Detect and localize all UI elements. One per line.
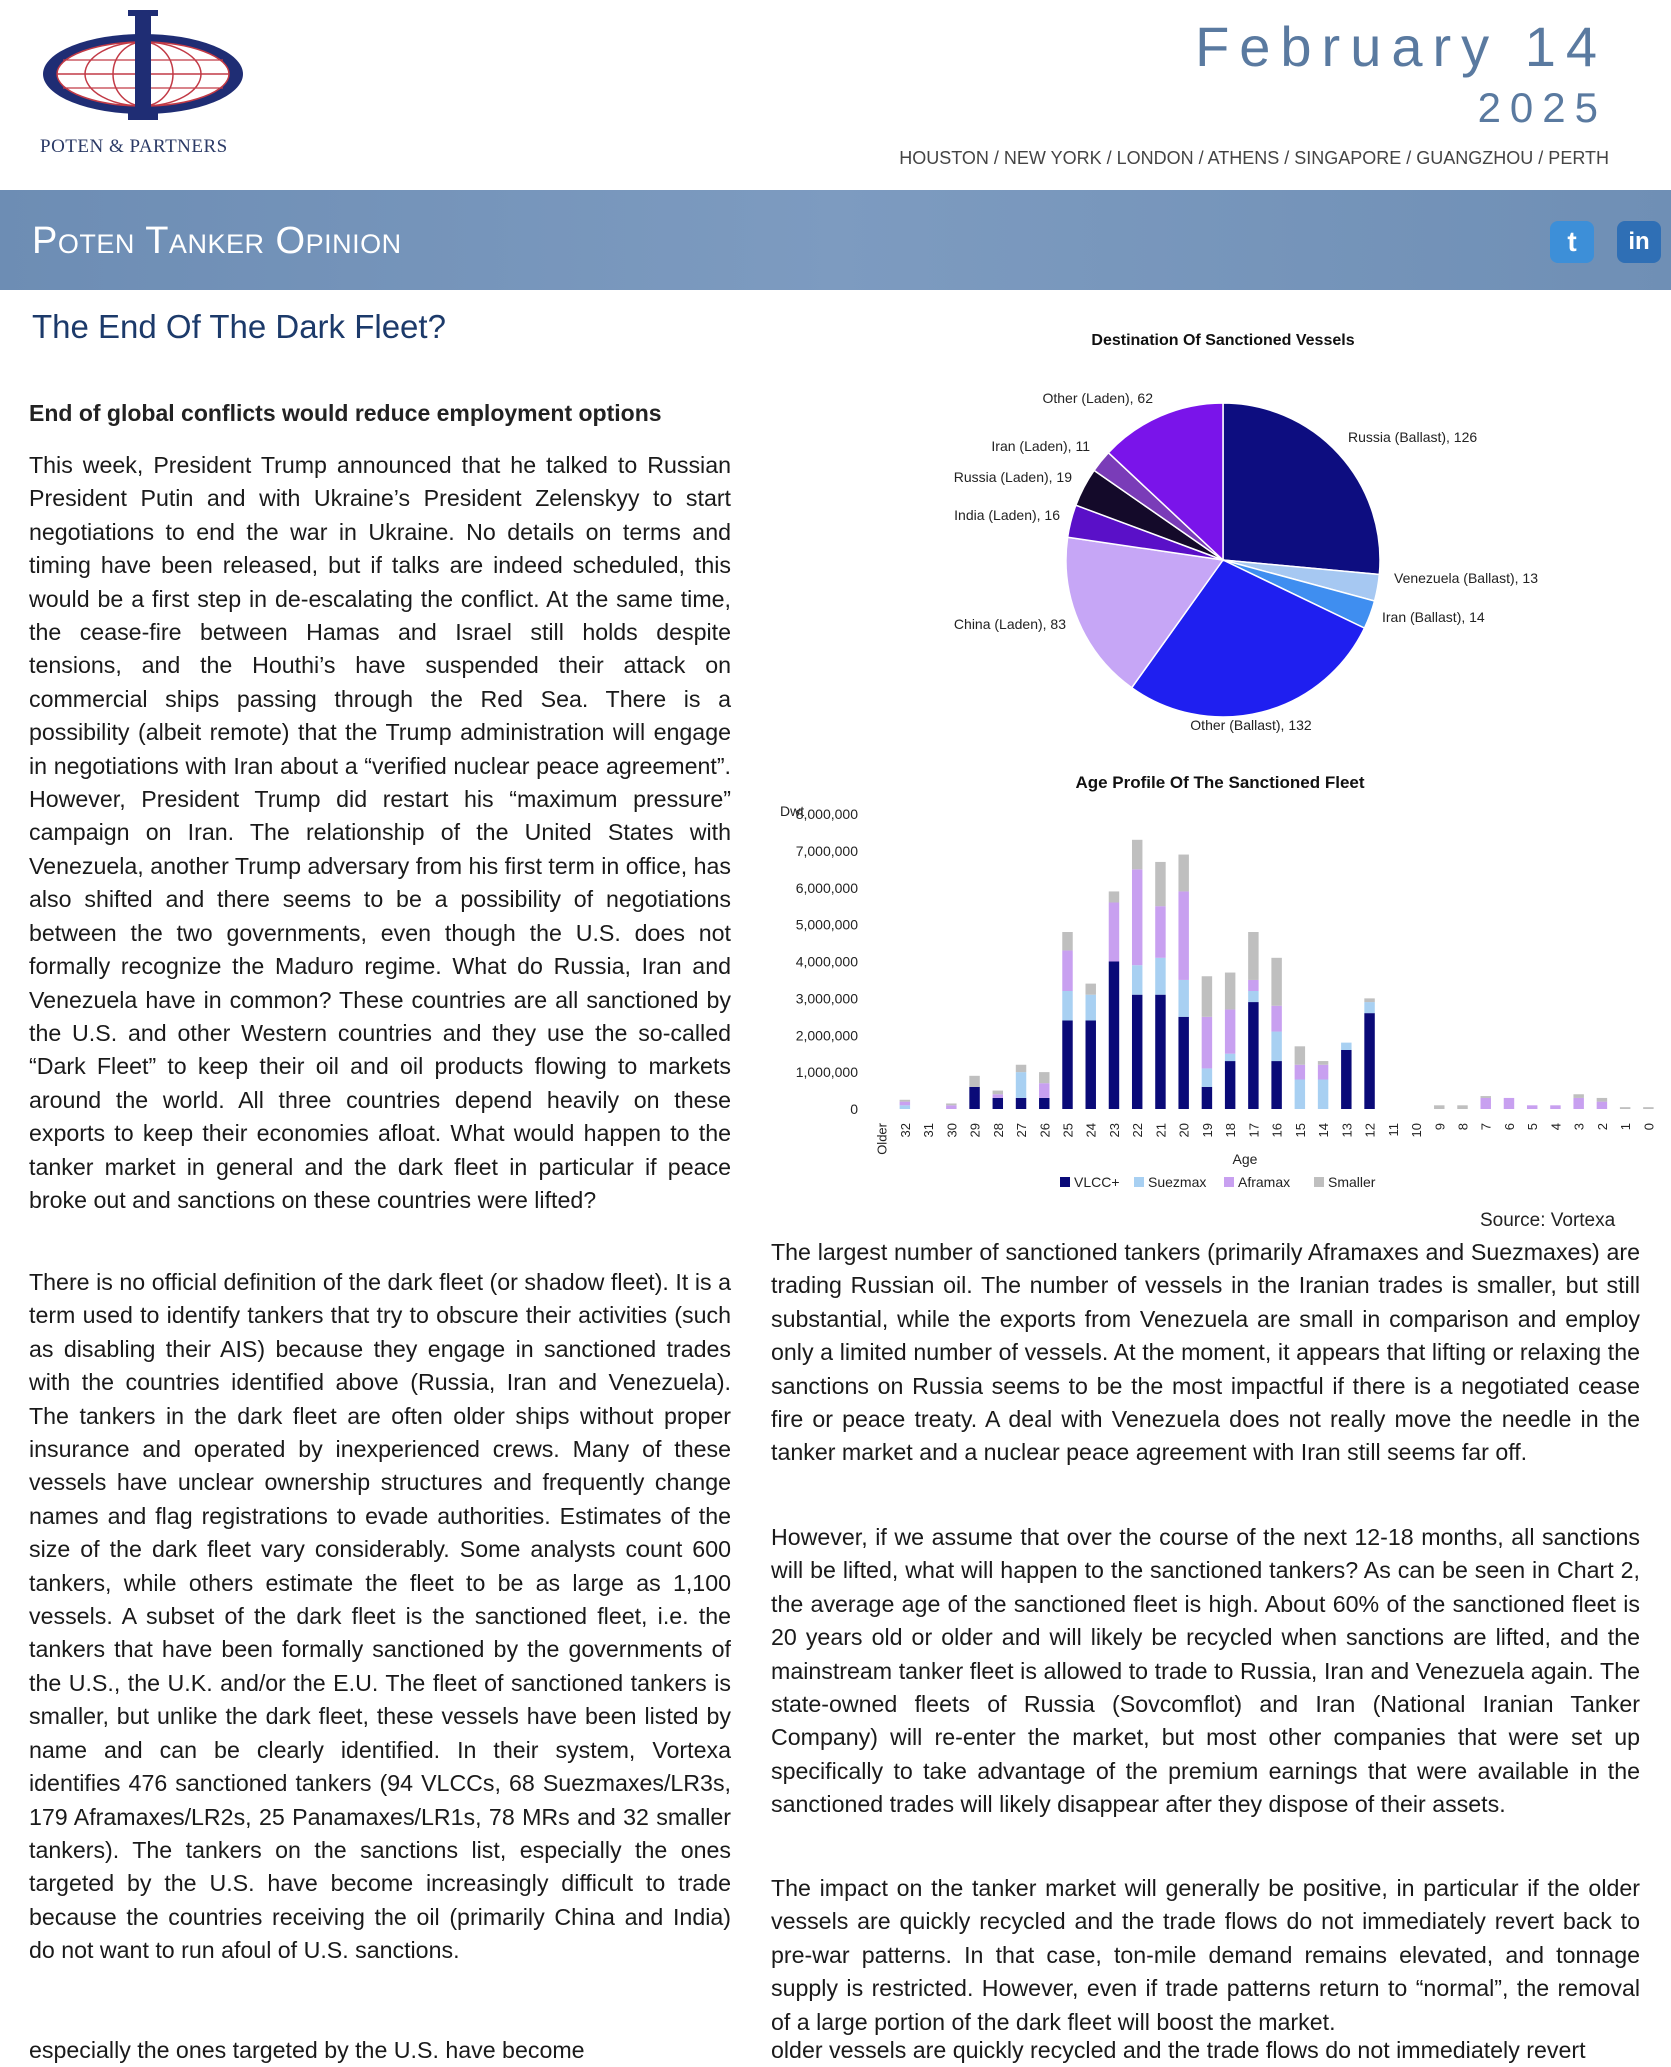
y-tick-label: 8,000,000 [795, 806, 858, 822]
x-tick-label: 32 [897, 1123, 913, 1138]
x-tick-label: 1 [1618, 1123, 1634, 1131]
bar-segment [1318, 1065, 1328, 1080]
x-tick-label: 11 [1385, 1123, 1401, 1137]
bar-segment [1086, 995, 1096, 1021]
bar-segment [1016, 1098, 1026, 1109]
bar-segment [1225, 1054, 1235, 1061]
pie-title: Destination Of Sanctioned Vessels [1091, 332, 1355, 349]
bar-segment [900, 1100, 910, 1102]
office-cities: HOUSTON / NEW YORK / LONDON / ATHENS / SINGAPORE / GUANGZHOU / PERTH [899, 148, 1609, 168]
bar-segment [993, 1091, 1003, 1095]
bar-segment [1178, 855, 1188, 892]
bar-segment [1318, 1080, 1328, 1110]
x-tick-label: 17 [1246, 1123, 1262, 1138]
bar-segment [1202, 1068, 1212, 1086]
pie-slice-label: Russia (Ballast), 126 [1348, 429, 1478, 445]
paragraph-right-3: The impact on the tanker market will generally be positive, in particular if the older vessels are quickly recycled and the trade flows do not immediately revert back to pre-war patterns. In that case, ton-mile demand remains elevated, and tonnage supply is restricted. However, even if trade patterns return to “normal”, the removal of a large portion of the dark fleet will boost the market. [771, 1875, 1640, 2035]
bar-segment [1225, 1009, 1235, 1053]
bar-segment [1341, 1050, 1351, 1109]
bar-segment [1132, 840, 1142, 870]
bar-segment [1039, 1083, 1049, 1098]
pie-slice-label: Russia (Laden), 19 [953, 469, 1072, 485]
y-tick-label: 2,000,000 [795, 1027, 858, 1044]
x-tick-label: 13 [1339, 1123, 1355, 1138]
firm-name: POTEN & PARTNERS [40, 136, 228, 157]
x-tick-label: 28 [990, 1123, 1006, 1138]
x-tick-label: 5 [1525, 1123, 1541, 1131]
bar-segment [1620, 1107, 1630, 1109]
x-tick-label: 22 [1130, 1123, 1146, 1138]
x-tick-label: 19 [1199, 1123, 1215, 1138]
bar-segment [1155, 958, 1165, 995]
bar-segment [1573, 1098, 1583, 1109]
bar-segment [1248, 932, 1258, 980]
x-tick-label: 30 [944, 1123, 960, 1138]
bar-segment [946, 1103, 956, 1105]
paragraph-left-cut: especially the ones targeted by the U.S. have become [29, 2037, 585, 2063]
x-axis-label: Age [1232, 1151, 1258, 1167]
bar-segment [1271, 1061, 1281, 1109]
article-headline: The End Of The Dark Fleet? [32, 308, 446, 345]
bar-segment [1155, 862, 1165, 906]
bar-segment [1271, 1032, 1281, 1062]
x-tick-label: 2 [1594, 1123, 1610, 1131]
x-tick-label: 27 [1014, 1123, 1030, 1138]
x-tick-label: 12 [1362, 1123, 1378, 1138]
x-tick-label: 7 [1478, 1123, 1494, 1131]
bar-segment [1178, 1017, 1188, 1109]
globe-pillar-logo [38, 6, 248, 126]
bar-segment [946, 1105, 956, 1109]
paragraph-left-2: There is no official definition of the dark fleet (or shadow fleet). It is a term used to identify tankers that try to obscure their activities (such as disabling their AIS) because they engage in sanctioned trades with the countries identified above (Russia, Iran and Venezuela). The tankers in the dark fleet are often older ships without proper insurance and operated by inexperienced crews. Many of these vessels have unclear ownership structures and frequently change names and flag registrations to evade authorities. Estimates of the size of the dark fleet vary considerably. Some analysts count 600 tankers, while others estimate the fleet to be as large as 1,100 vessels. A subset of the dark fleet is the sanctioned fleet, i.e. the tankers that have been formally sanctioned by the governments of the U.S., the U.K. and/or the E.U. The fleet of sanctioned tankers is smaller, but unlike the dark fleet, these vessels have been listed by name and can be clearly identified. In their system, Vortexa identifies 476 sanctioned tankers (94 VLCCs, 68 Suezmaxes/LR3s, 179 Aframaxes/LR2s, 25 Panamaxes/LR1s, 78 MRs and 32 smaller tankers). The tankers on the sanctions list, especially the ones targeted by the U.S. have become increasingly difficult to trade because the countries receiving the oil (primarily China and India) do not want to run afoul of U.S. sanctions. [29, 1269, 731, 1964]
age-bar-chart [770, 760, 1670, 1210]
pie-slice-label: Other (Laden), 62 [1042, 390, 1153, 406]
bar-segment [1527, 1105, 1537, 1109]
bar-segment [1248, 991, 1258, 1002]
bar-segment [1039, 1072, 1049, 1083]
banner-title: Poten Tanker Opinion [32, 220, 402, 262]
bar-segment [900, 1102, 910, 1106]
bar-segment [1202, 976, 1212, 1017]
x-tick-label: 6 [1501, 1123, 1517, 1131]
bar-segment [1062, 950, 1072, 991]
pie-slice-label: Venezuela (Ballast), 13 [1394, 570, 1538, 586]
bar-segment [1364, 1002, 1374, 1013]
x-tick-label: 14 [1316, 1123, 1332, 1138]
bar-segment [1132, 869, 1142, 965]
bar-segment [1597, 1098, 1607, 1102]
bar-segment [1062, 991, 1072, 1021]
x-tick-label: 15 [1292, 1123, 1308, 1138]
pie-slice-label: Other (Ballast), 132 [1190, 717, 1312, 733]
y-tick-label: 6,000,000 [795, 879, 858, 896]
pie-slice-label: Iran (Ballast), 14 [1382, 609, 1485, 625]
legend-entry: Smaller [1328, 1174, 1376, 1190]
legend-entry: VLCC+ [1074, 1174, 1120, 1190]
bar-segment [1109, 903, 1119, 962]
y-tick-label: 1,000,000 [795, 1064, 858, 1081]
legend-entry: Suezmax [1148, 1174, 1207, 1190]
bar-segment [1132, 965, 1142, 995]
bar-segment [1643, 1107, 1653, 1109]
bar-segment [1016, 1065, 1026, 1072]
bar-segment [1225, 1061, 1235, 1109]
bar-segment [1364, 1013, 1374, 1109]
bar-segment [1295, 1046, 1305, 1064]
paragraph-right-2: However, if we assume that over the course of the next 12-18 months, all sanctions will be lifted, what will happen to the sanctioned tankers? As can be seen in Chart 2, the average age of the sanctioned fleet is high. About 60% of the sanctioned fleet is 20 years old or older and will likely be recycled when sanctions are lifted, and the mainstream tanker fleet is allowed to trade to Russia, Iran and Venezuela again. The state-owned fleets of Russia (Sovcomflot) and Iran (National Iranian Tanker Company) will re-enter the market, but most other companies that were set up specifically to take advantage of the premium earnings that were available in the sanctioned trades will likely disappear after they dispose of their assets. [771, 1524, 1640, 1818]
bar-segment [1155, 906, 1165, 958]
bar-segment [1481, 1096, 1491, 1098]
bar-segment [1550, 1105, 1560, 1109]
paragraph-left-1: This week, President Trump announced that he talked to Russian President Putin and with Ukraine’s President Zelenskyy to start negotiations to end the war in Ukraine. No details on terms and timing have been released, but if talks are indeed scheduled, this would be a first step in de-escalating the conflict. At the same time, the cease-fire between Hamas and Israel still holds despite tensions, and the Houthi’s have suspended their attack on commercial ships passing through the Red Sea. There is a possibility (albeit remote) that the Trump administration will engage in negotiations with Iran about a “verified nuclear peace agreement”. However, President Trump did restart his “maximum pressure” campaign on Iran. The relationship of the United States with Venezuela, another Trump adversary from his first term in office, has also shifted and there seems to be a possibility of negotiations between the two governments, even though the U.S. does not formally recognize the Maduro regime. What do Russia, Iran and Venezuela have in common? These countries are all sanctioned by the U.S. and other Western countries and they use the so-called “Dark Fleet” to keep their oil and oil products flowing to markets around the world. All three countries depend heavily on these exports to keep their economies afloat. What would happen to the tanker market in general and the dark fleet in particular if peace broke out and sanctions on these countries were lifted? [29, 452, 731, 1213]
bar-segment [1341, 1043, 1351, 1050]
x-tick-label: 31 [921, 1123, 937, 1138]
bar-segment [1434, 1105, 1444, 1109]
bar-segment [1271, 958, 1281, 1006]
paragraph-right-cut: older vessels are quickly recycled and the trade flows do not immediately revert [771, 2037, 1586, 2063]
x-tick-label: 23 [1106, 1123, 1122, 1138]
bar-segment [1318, 1061, 1328, 1065]
x-tick-label: 3 [1571, 1123, 1587, 1131]
bar-segment [1481, 1098, 1491, 1109]
bar-segment [993, 1094, 1003, 1098]
legend-entry: Aframax [1238, 1174, 1291, 1190]
bar-segment [1248, 980, 1258, 991]
x-tick-label: 0 [1641, 1123, 1657, 1131]
bar-segment [1086, 1021, 1096, 1110]
bar-segment [1573, 1094, 1583, 1098]
bar-title: Age Profile Of The Sanctioned Fleet [1075, 773, 1365, 792]
twitter-icon[interactable]: t [1550, 221, 1594, 263]
x-tick-label: 4 [1548, 1123, 1564, 1131]
bar-segment [1039, 1098, 1049, 1109]
x-tick-label: 21 [1153, 1123, 1169, 1138]
bar-segment [1202, 1087, 1212, 1109]
chart-source: Source: Vortexa [1480, 1210, 1616, 1231]
paragraph-right-1: The largest number of sanctioned tankers (primarily Aframaxes and Suezmaxes) are trading Russian oil. The number of vessels in the Iranian trades is smaller, but still substantial, while the exports from Venezuela are small in comparison and employ only a limited number of vessels. At the moment, it appears that lifting or relaxing the sanctions on Russia seems to be the most impactful if there is a negotiated cease fire or peace treaty. A deal with Venezuela does not really move the needle in the tanker market and a nuclear peace agreement with Iran still seems far off. [771, 1239, 1640, 1466]
linkedin-icon[interactable]: in [1617, 221, 1661, 263]
legend-swatch [1224, 1177, 1234, 1187]
bar-segment [1062, 1021, 1072, 1110]
x-tick-label: 26 [1037, 1123, 1053, 1138]
bar-segment [1202, 1017, 1212, 1069]
y-tick-label: 3,000,000 [795, 990, 858, 1007]
y-tick-label: 4,000,000 [795, 953, 858, 970]
y-tick-label: 7,000,000 [795, 842, 858, 859]
bar-segment [993, 1098, 1003, 1109]
bar-segment [1109, 891, 1119, 902]
bar-segment [1597, 1102, 1607, 1109]
x-tick-label: 10 [1409, 1123, 1425, 1138]
bar-segment [1178, 980, 1188, 1017]
bar-segment [1109, 962, 1119, 1110]
y-tick-label: 0 [850, 1101, 858, 1117]
bar-segment [1295, 1080, 1305, 1110]
bar-segment [1295, 1065, 1305, 1080]
bar-segment [1016, 1072, 1026, 1098]
x-tick-label: 16 [1269, 1123, 1285, 1138]
bar-segment [1155, 995, 1165, 1109]
issue-date: February 14 [1195, 15, 1607, 78]
legend-swatch [1060, 1177, 1070, 1187]
x-tick-label: 20 [1176, 1123, 1192, 1138]
bar-segment [1062, 932, 1072, 950]
bar-segment [1457, 1105, 1467, 1109]
x-tick-label: Older [874, 1123, 890, 1155]
bar-segment [1364, 998, 1374, 1002]
bar-segment [969, 1076, 979, 1087]
bar-segment [1132, 995, 1142, 1109]
bar-segment [1271, 1006, 1281, 1032]
x-tick-label: 25 [1060, 1123, 1076, 1138]
legend-swatch [1134, 1177, 1144, 1187]
legend-swatch [1314, 1177, 1324, 1187]
pie-chart [900, 320, 1580, 740]
bar-segment [1086, 984, 1096, 995]
bar-segment [900, 1105, 910, 1109]
x-tick-label: 29 [967, 1123, 983, 1138]
bar-segment [1225, 973, 1235, 1010]
y-tick-label: 5,000,000 [795, 916, 858, 933]
x-tick-label: 9 [1432, 1123, 1448, 1131]
y-axis-label: Dwt [780, 803, 805, 819]
pie-slice-label: China (Laden), 83 [953, 616, 1066, 632]
bar-segment [1178, 891, 1188, 980]
bar-segment [1504, 1098, 1514, 1109]
pie-slice-label: India (Laden), 16 [954, 507, 1060, 523]
x-tick-label: 8 [1455, 1123, 1471, 1131]
bar-segment [969, 1087, 979, 1109]
issue-year: 2025 [1477, 84, 1607, 131]
pie-slice-label: Iran (Laden), 11 [991, 438, 1090, 454]
x-tick-label: 18 [1223, 1123, 1239, 1138]
section-subheading: End of global conflicts would reduce employment options [29, 400, 662, 426]
x-tick-label: 24 [1083, 1123, 1099, 1138]
bar-segment [1248, 1002, 1258, 1109]
